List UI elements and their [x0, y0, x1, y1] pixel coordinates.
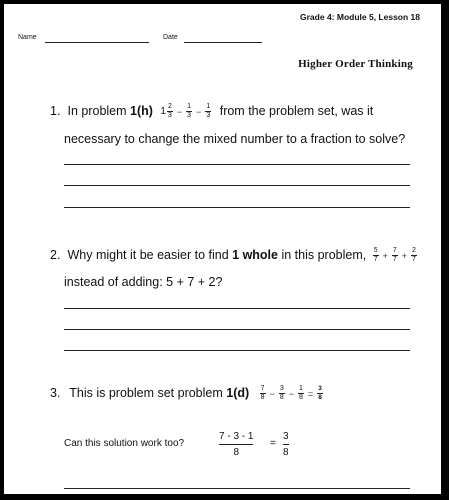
question-3-expression: [259, 386, 324, 400]
alt-numerator: 7 - 3 - 1: [219, 431, 254, 442]
answer-line[interactable]: [64, 164, 410, 165]
expr-fraction: $\frac{2}{7}$: [412, 247, 416, 263]
expr-fraction: $\frac{1}{3}$: [187, 103, 192, 119]
question-2-text-mid: in this problem,: [277, 247, 367, 262]
answer-line[interactable]: [64, 308, 410, 309]
alt-solution-expression: [216, 429, 256, 460]
alt-result-fraction: [281, 429, 291, 460]
question-3-ref: 1(d): [226, 385, 250, 400]
answer-line[interactable]: [64, 207, 410, 208]
alt-equals: =: [270, 438, 276, 449]
question-1-number: 1.: [50, 103, 61, 118]
alt-result: [281, 429, 291, 460]
expr-operator: =: [307, 388, 314, 399]
expr-result-fraction: $\frac{3}{8}$: [318, 385, 322, 401]
date-label: Date: [163, 34, 178, 41]
expr-operator: −: [288, 388, 295, 399]
expr-operator: −: [176, 106, 183, 117]
question-1-line1: [50, 103, 373, 120]
question-2-bold: 1 whole: [232, 247, 278, 262]
question-1-line2: necessary to change the mixed number to a fraction to solve?: [64, 132, 406, 146]
answer-line[interactable]: [64, 488, 410, 489]
expr-operator: −: [196, 106, 202, 117]
alt-result-numerator: 3: [283, 431, 289, 442]
expr-fraction: $\frac{3}{8}$: [279, 385, 284, 401]
expr-fraction: $\frac{2}{3}$: [167, 103, 172, 119]
question-2-number: 2.: [50, 247, 61, 262]
name-blank[interactable]: [45, 42, 149, 43]
question-2-line2: instead of adding: 5 + 7 + 2?: [64, 275, 223, 289]
question-1-ref: 1(h): [130, 103, 153, 118]
expr-fraction: $\frac{7}{8}$: [260, 385, 265, 401]
worksheet-page: [4, 4, 441, 494]
expr-operator: +: [382, 250, 388, 261]
alt-fraction: [216, 429, 256, 460]
question-3-line1: [50, 385, 324, 402]
question-3-text-before: This is problem set problem: [69, 385, 227, 400]
mixed-whole: 1: [160, 106, 166, 117]
question-2-text-before: Why might it be easier to find: [67, 247, 233, 262]
question-1-expression: [160, 104, 215, 118]
question-2-expression: [372, 248, 418, 262]
answer-line[interactable]: [64, 329, 410, 330]
alt-result-denominator: 8: [283, 444, 289, 460]
question-3-followup: Can this solution work too?: [64, 438, 185, 449]
expr-fraction: $\frac{7}{7}$: [392, 247, 397, 263]
answer-line[interactable]: [64, 185, 410, 186]
question-3-number: 3.: [50, 385, 61, 400]
question-1-text-after: from the problem set, was it: [219, 103, 374, 118]
question-2-line1: [50, 247, 418, 264]
course-header: Grade 4: Module 5, Lesson 18: [300, 12, 420, 22]
section-title: Higher Order Thinking: [298, 58, 413, 70]
expr-operator: −: [269, 388, 275, 399]
expr-operator: +: [401, 250, 408, 261]
name-label: Name: [18, 34, 37, 41]
answer-line[interactable]: [64, 350, 410, 351]
alt-denominator: 8: [219, 444, 253, 460]
expr-fraction: $\frac{1}{3}$: [206, 103, 211, 119]
question-1-text-before: In problem: [67, 103, 131, 118]
date-blank[interactable]: [184, 42, 262, 43]
expr-fraction: $\frac{5}{7}$: [373, 247, 378, 263]
expr-fraction: $\frac{1}{8}$: [299, 385, 303, 401]
